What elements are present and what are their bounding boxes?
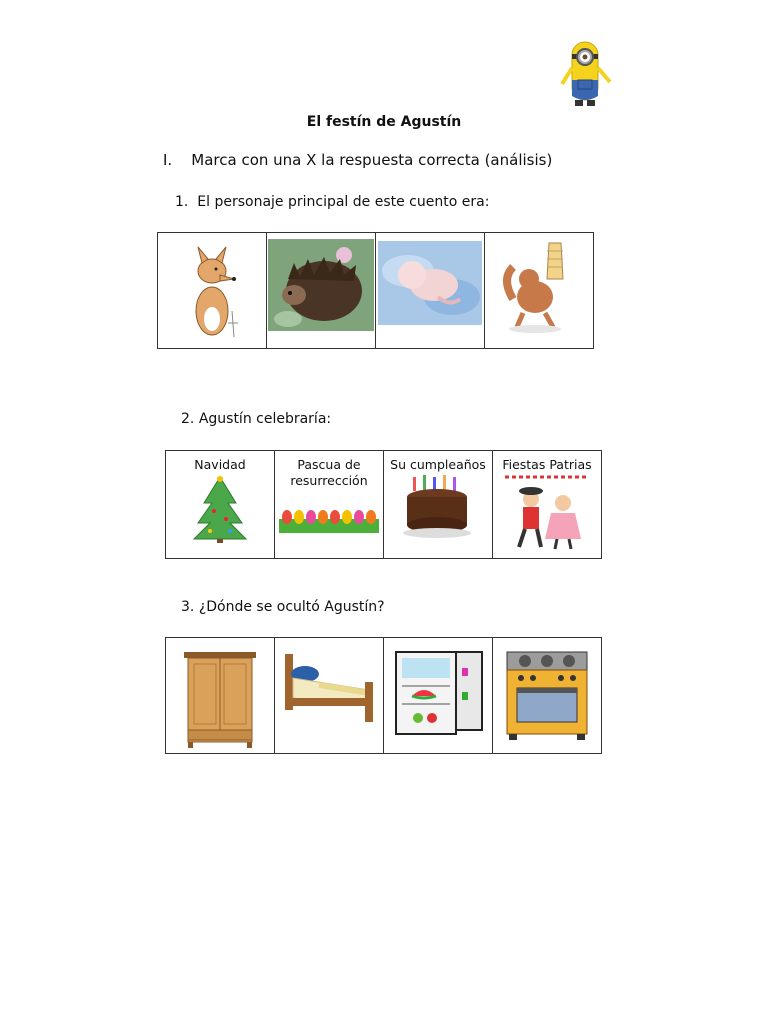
option-label: Navidad — [194, 457, 246, 472]
minion-icon — [552, 38, 618, 112]
folk-dancers-icon — [501, 473, 593, 553]
oven-icon — [499, 648, 595, 744]
option-cell[interactable] — [158, 233, 267, 349]
fox-icon — [172, 241, 252, 341]
question-1 — [175, 194, 489, 210]
christmas-tree-icon — [190, 473, 250, 543]
option-cell[interactable] — [384, 638, 493, 754]
option-cell[interactable] — [166, 451, 275, 559]
option-label: Su cumpleaños — [390, 457, 486, 472]
option-cell[interactable] — [275, 638, 384, 754]
option-cell[interactable] — [275, 451, 384, 559]
baby-icon — [378, 241, 482, 333]
option-cell[interactable] — [493, 638, 602, 754]
question-text: El personaje principal de este cuento era: — [197, 194, 490, 210]
option-cell[interactable] — [493, 451, 602, 559]
birthday-cake-icon — [403, 473, 473, 539]
option-cell[interactable] — [485, 233, 594, 349]
option-label: Fiestas Patrias — [502, 457, 592, 472]
question-2 — [181, 411, 331, 427]
question-text: Agustín celebraría: — [198, 411, 332, 427]
question-number: 1. — [175, 194, 189, 210]
question-3 — [181, 599, 385, 615]
question-2-options — [165, 450, 602, 559]
option-cell[interactable] — [376, 233, 485, 349]
option-cell[interactable] — [166, 638, 275, 754]
wardrobe-icon — [180, 650, 260, 750]
option-cell[interactable] — [267, 233, 376, 349]
section-heading — [163, 151, 552, 169]
question-number: 3. — [181, 599, 195, 615]
option-cell[interactable] — [384, 451, 493, 559]
squirrel-with-cake-icon — [499, 239, 579, 335]
question-3-options — [165, 637, 602, 754]
bed-icon — [279, 648, 379, 728]
question-1-options — [157, 232, 594, 349]
hedgehog-icon — [268, 239, 374, 339]
easter-eggs-icon — [279, 499, 379, 533]
option-label: Pascua de resurrección — [290, 457, 368, 488]
question-number: 2. — [181, 411, 195, 427]
question-text: ¿Dónde se ocultó Agustín? — [198, 599, 385, 615]
section-numeral: I. — [163, 151, 173, 169]
fridge-icon — [388, 648, 488, 738]
page-title: El festín de Agustín — [306, 114, 462, 130]
section-instruction: Marca con una X la respuesta correcta (análisis) — [191, 151, 553, 169]
